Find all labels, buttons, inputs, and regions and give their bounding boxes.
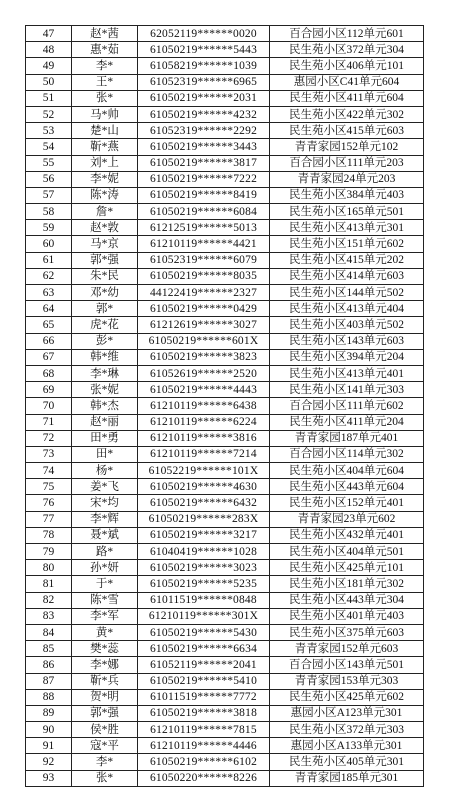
row-number-cell: 62: [26, 268, 72, 284]
address-cell: 民生苑小区422单元302: [270, 106, 424, 122]
name-cell: 赵*敦: [72, 220, 138, 236]
table-row: [26, 171, 424, 187]
id-number-cell: 61050219******601X: [138, 333, 270, 349]
name-cell: 郭*强: [72, 705, 138, 721]
table-row: [26, 236, 424, 252]
name-cell: 詹*: [72, 204, 138, 220]
name-cell: 郭*: [72, 301, 138, 317]
table-row: [26, 414, 424, 430]
table-row: [26, 398, 424, 414]
address-cell: 民生苑小区415单元603: [270, 123, 424, 139]
table-row: [26, 560, 424, 576]
name-cell: 张*: [72, 90, 138, 106]
id-number-cell: 61050219******4630: [138, 479, 270, 495]
table-row: [26, 608, 424, 624]
id-number-cell: 61050219******5443: [138, 42, 270, 58]
address-cell: 民生苑小区425单元101: [270, 560, 424, 576]
id-number-cell: 61050219******3823: [138, 349, 270, 365]
row-number-cell: 72: [26, 430, 72, 446]
address-cell: 青青家园152单元603: [270, 641, 424, 657]
row-number-cell: 61: [26, 252, 72, 268]
address-cell: 民生苑小区394单元204: [270, 349, 424, 365]
id-number-cell: 61050219******7222: [138, 171, 270, 187]
address-cell: 青青家园24单元203: [270, 171, 424, 187]
row-number-cell: 60: [26, 236, 72, 252]
row-number-cell: 91: [26, 738, 72, 754]
row-number-cell: 93: [26, 770, 72, 786]
id-number-cell: 61050219******3217: [138, 527, 270, 543]
name-cell: 李*娜: [72, 657, 138, 673]
row-number-cell: 54: [26, 139, 72, 155]
address-cell: 民生苑小区372单元304: [270, 42, 424, 58]
id-number-cell: 61050219******283X: [138, 511, 270, 527]
table-row: [26, 187, 424, 203]
address-cell: 民生苑小区425单元602: [270, 689, 424, 705]
table-row: [26, 123, 424, 139]
name-cell: 李*琳: [72, 365, 138, 381]
table-row: [26, 511, 424, 527]
table-row: [26, 74, 424, 90]
name-cell: 靳*燕: [72, 139, 138, 155]
name-cell: 寇*平: [72, 738, 138, 754]
id-number-cell: 61050219******5410: [138, 673, 270, 689]
table-row: [26, 544, 424, 560]
name-cell: 马*帅: [72, 106, 138, 122]
id-number-cell: 61058219******1039: [138, 58, 270, 74]
table-row: [26, 754, 424, 770]
address-cell: 民生苑小区165单元501: [270, 204, 424, 220]
row-number-cell: 85: [26, 641, 72, 657]
address-cell: 青青家园152单元102: [270, 139, 424, 155]
id-number-cell: 61052619******2520: [138, 365, 270, 381]
name-cell: 樊*蕊: [72, 641, 138, 657]
row-number-cell: 89: [26, 705, 72, 721]
address-cell: 民生苑小区443单元604: [270, 479, 424, 495]
id-number-cell: 61011519******0848: [138, 592, 270, 608]
id-number-cell: 61050219******6102: [138, 754, 270, 770]
id-number-cell: 61052119******2041: [138, 657, 270, 673]
address-cell: 民生苑小区443单元304: [270, 592, 424, 608]
address-cell: 百合园小区114单元302: [270, 446, 424, 462]
table-row: [26, 42, 424, 58]
row-number-cell: 79: [26, 544, 72, 560]
table-row: [26, 673, 424, 689]
name-cell: 侯*胜: [72, 722, 138, 738]
table-row: [26, 301, 424, 317]
row-number-cell: 80: [26, 560, 72, 576]
id-number-cell: 61052319******2292: [138, 123, 270, 139]
address-cell: 民生苑小区413单元401: [270, 365, 424, 381]
table-row: [26, 382, 424, 398]
id-number-cell: 61040419******1028: [138, 544, 270, 560]
id-number-cell: 61050219******2031: [138, 90, 270, 106]
address-cell: 惠园小区C41单元604: [270, 74, 424, 90]
address-cell: 百合园小区111单元602: [270, 398, 424, 414]
name-cell: 靳*兵: [72, 673, 138, 689]
address-cell: 民生苑小区432单元401: [270, 527, 424, 543]
row-number-cell: 64: [26, 301, 72, 317]
address-cell: 惠园小区A123单元301: [270, 705, 424, 721]
name-cell: 马*京: [72, 236, 138, 252]
table-row: [26, 155, 424, 171]
address-cell: 民生苑小区415单元202: [270, 252, 424, 268]
row-number-cell: 57: [26, 187, 72, 203]
address-cell: 民生苑小区404单元501: [270, 544, 424, 560]
table-row: [26, 204, 424, 220]
address-cell: 民生苑小区411单元604: [270, 90, 424, 106]
row-number-cell: 51: [26, 90, 72, 106]
id-number-cell: 61050219******6084: [138, 204, 270, 220]
name-cell: 郭*强: [72, 252, 138, 268]
row-number-cell: 74: [26, 463, 72, 479]
name-cell: 虎*花: [72, 317, 138, 333]
address-cell: 青青家园187单元401: [270, 430, 424, 446]
row-number-cell: 82: [26, 592, 72, 608]
name-cell: 李*妮: [72, 171, 138, 187]
id-number-cell: 61050219******3443: [138, 139, 270, 155]
id-number-cell: 61210119******6224: [138, 414, 270, 430]
table-row: [26, 349, 424, 365]
row-number-cell: 55: [26, 155, 72, 171]
table-row: [26, 106, 424, 122]
table-row: [26, 463, 424, 479]
address-cell: 民生苑小区143单元603: [270, 333, 424, 349]
id-number-cell: 61212619******3027: [138, 317, 270, 333]
row-number-cell: 70: [26, 398, 72, 414]
table-row: [26, 26, 424, 42]
table-row: [26, 252, 424, 268]
id-number-cell: 44122419******2327: [138, 285, 270, 301]
address-cell: 民生苑小区414单元603: [270, 268, 424, 284]
name-cell: 黄*: [72, 624, 138, 640]
row-number-cell: 58: [26, 204, 72, 220]
name-cell: 惠*茹: [72, 42, 138, 58]
id-number-cell: 61210119******4446: [138, 738, 270, 754]
table-row: [26, 430, 424, 446]
address-cell: 百合园小区112单元601: [270, 26, 424, 42]
address-cell: 百合园小区111单元203: [270, 155, 424, 171]
row-number-cell: 65: [26, 317, 72, 333]
name-cell: 李*辉: [72, 511, 138, 527]
name-cell: 于*: [72, 576, 138, 592]
resident-table: [25, 25, 424, 787]
name-cell: 宋*均: [72, 495, 138, 511]
table-row: [26, 365, 424, 381]
address-cell: 青青家园153单元303: [270, 673, 424, 689]
row-number-cell: 92: [26, 754, 72, 770]
table-row: [26, 657, 424, 673]
table-row: [26, 446, 424, 462]
name-cell: 彭*: [72, 333, 138, 349]
id-number-cell: 61050219******0429: [138, 301, 270, 317]
table-row: [26, 285, 424, 301]
id-number-cell: 61210119******3816: [138, 430, 270, 446]
name-cell: 孙*妍: [72, 560, 138, 576]
id-number-cell: 61050219******8419: [138, 187, 270, 203]
table-row: [26, 624, 424, 640]
row-number-cell: 50: [26, 74, 72, 90]
table-row: [26, 220, 424, 236]
row-number-cell: 87: [26, 673, 72, 689]
id-number-cell: 61050219******4443: [138, 382, 270, 398]
address-cell: 民生苑小区413单元301: [270, 220, 424, 236]
table-row: [26, 722, 424, 738]
id-number-cell: 61050219******3817: [138, 155, 270, 171]
name-cell: 刘*上: [72, 155, 138, 171]
name-cell: 赵*茜: [72, 26, 138, 42]
address-cell: 民生苑小区375单元603: [270, 624, 424, 640]
address-cell: 青青家园185单元301: [270, 770, 424, 786]
row-number-cell: 78: [26, 527, 72, 543]
row-number-cell: 67: [26, 349, 72, 365]
table-row: [26, 495, 424, 511]
id-number-cell: 61011519******7772: [138, 689, 270, 705]
row-number-cell: 84: [26, 624, 72, 640]
name-cell: 姜*飞: [72, 479, 138, 495]
table-row: [26, 268, 424, 284]
row-number-cell: 86: [26, 657, 72, 673]
name-cell: 李*军: [72, 608, 138, 624]
name-cell: 张*: [72, 770, 138, 786]
address-cell: 民生苑小区411单元204: [270, 414, 424, 430]
id-number-cell: 61052219******101X: [138, 463, 270, 479]
address-cell: 民生苑小区141单元303: [270, 382, 424, 398]
row-number-cell: 49: [26, 58, 72, 74]
id-number-cell: 61210119******7815: [138, 722, 270, 738]
row-number-cell: 53: [26, 123, 72, 139]
name-cell: 田*勇: [72, 430, 138, 446]
id-number-cell: 61210119******301X: [138, 608, 270, 624]
row-number-cell: 73: [26, 446, 72, 462]
address-cell: 民生苑小区181单元302: [270, 576, 424, 592]
address-cell: 民生苑小区152单元401: [270, 495, 424, 511]
table-row: [26, 527, 424, 543]
table-row: [26, 58, 424, 74]
name-cell: 李*: [72, 754, 138, 770]
resident-table-body: [26, 26, 424, 787]
name-cell: 杨*: [72, 463, 138, 479]
row-number-cell: 88: [26, 689, 72, 705]
name-cell: 陈*涛: [72, 187, 138, 203]
name-cell: 贺*明: [72, 689, 138, 705]
id-number-cell: 61050219******5235: [138, 576, 270, 592]
row-number-cell: 83: [26, 608, 72, 624]
id-number-cell: 61050220******8226: [138, 770, 270, 786]
id-number-cell: 61050219******8035: [138, 268, 270, 284]
name-cell: 路*: [72, 544, 138, 560]
id-number-cell: 61212519******5013: [138, 220, 270, 236]
table-row: [26, 139, 424, 155]
row-number-cell: 76: [26, 495, 72, 511]
row-number-cell: 81: [26, 576, 72, 592]
id-number-cell: 61050219******4232: [138, 106, 270, 122]
row-number-cell: 52: [26, 106, 72, 122]
id-number-cell: 61210119******4421: [138, 236, 270, 252]
row-number-cell: 75: [26, 479, 72, 495]
id-number-cell: 61052319******6079: [138, 252, 270, 268]
name-cell: 韩*杰: [72, 398, 138, 414]
row-number-cell: 48: [26, 42, 72, 58]
table-row: [26, 592, 424, 608]
address-cell: 青青家园23单元602: [270, 511, 424, 527]
row-number-cell: 63: [26, 285, 72, 301]
address-cell: 民生苑小区403单元502: [270, 317, 424, 333]
row-number-cell: 47: [26, 26, 72, 42]
table-row: [26, 689, 424, 705]
name-cell: 赵*丽: [72, 414, 138, 430]
table-row: [26, 770, 424, 786]
address-cell: 百合园小区143单元501: [270, 657, 424, 673]
id-number-cell: 62052119******0020: [138, 26, 270, 42]
row-number-cell: 66: [26, 333, 72, 349]
name-cell: 楚*山: [72, 123, 138, 139]
id-number-cell: 61210119******7214: [138, 446, 270, 462]
address-cell: 民生苑小区405单元301: [270, 754, 424, 770]
table-row: [26, 90, 424, 106]
name-cell: 张*妮: [72, 382, 138, 398]
table-row: [26, 479, 424, 495]
id-number-cell: 61050219******6432: [138, 495, 270, 511]
id-number-cell: 61050219******3023: [138, 560, 270, 576]
row-number-cell: 68: [26, 365, 72, 381]
row-number-cell: 56: [26, 171, 72, 187]
address-cell: 民生苑小区384单元403: [270, 187, 424, 203]
address-cell: 民生苑小区406单元101: [270, 58, 424, 74]
row-number-cell: 59: [26, 220, 72, 236]
name-cell: 邓*幼: [72, 285, 138, 301]
address-cell: 民生苑小区401单元403: [270, 608, 424, 624]
row-number-cell: 69: [26, 382, 72, 398]
id-number-cell: 61052319******6965: [138, 74, 270, 90]
table-row: [26, 738, 424, 754]
name-cell: 陈*雪: [72, 592, 138, 608]
table-row: [26, 317, 424, 333]
name-cell: 王*: [72, 74, 138, 90]
id-number-cell: 61050219******5430: [138, 624, 270, 640]
address-cell: 民生苑小区372单元303: [270, 722, 424, 738]
row-number-cell: 71: [26, 414, 72, 430]
id-number-cell: 61050219******6634: [138, 641, 270, 657]
address-cell: 民生苑小区151单元602: [270, 236, 424, 252]
name-cell: 聂*斌: [72, 527, 138, 543]
name-cell: 李*: [72, 58, 138, 74]
id-number-cell: 61210119******6438: [138, 398, 270, 414]
name-cell: 朱*民: [72, 268, 138, 284]
id-number-cell: 61050219******3818: [138, 705, 270, 721]
row-number-cell: 90: [26, 722, 72, 738]
address-cell: 民生苑小区144单元502: [270, 285, 424, 301]
table-row: [26, 705, 424, 721]
row-number-cell: 77: [26, 511, 72, 527]
name-cell: 田*: [72, 446, 138, 462]
table-row: [26, 333, 424, 349]
address-cell: 惠园小区A133单元301: [270, 738, 424, 754]
table-row: [26, 641, 424, 657]
table-row: [26, 576, 424, 592]
address-cell: 民生苑小区404单元604: [270, 463, 424, 479]
address-cell: 民生苑小区413单元404: [270, 301, 424, 317]
name-cell: 韩*维: [72, 349, 138, 365]
